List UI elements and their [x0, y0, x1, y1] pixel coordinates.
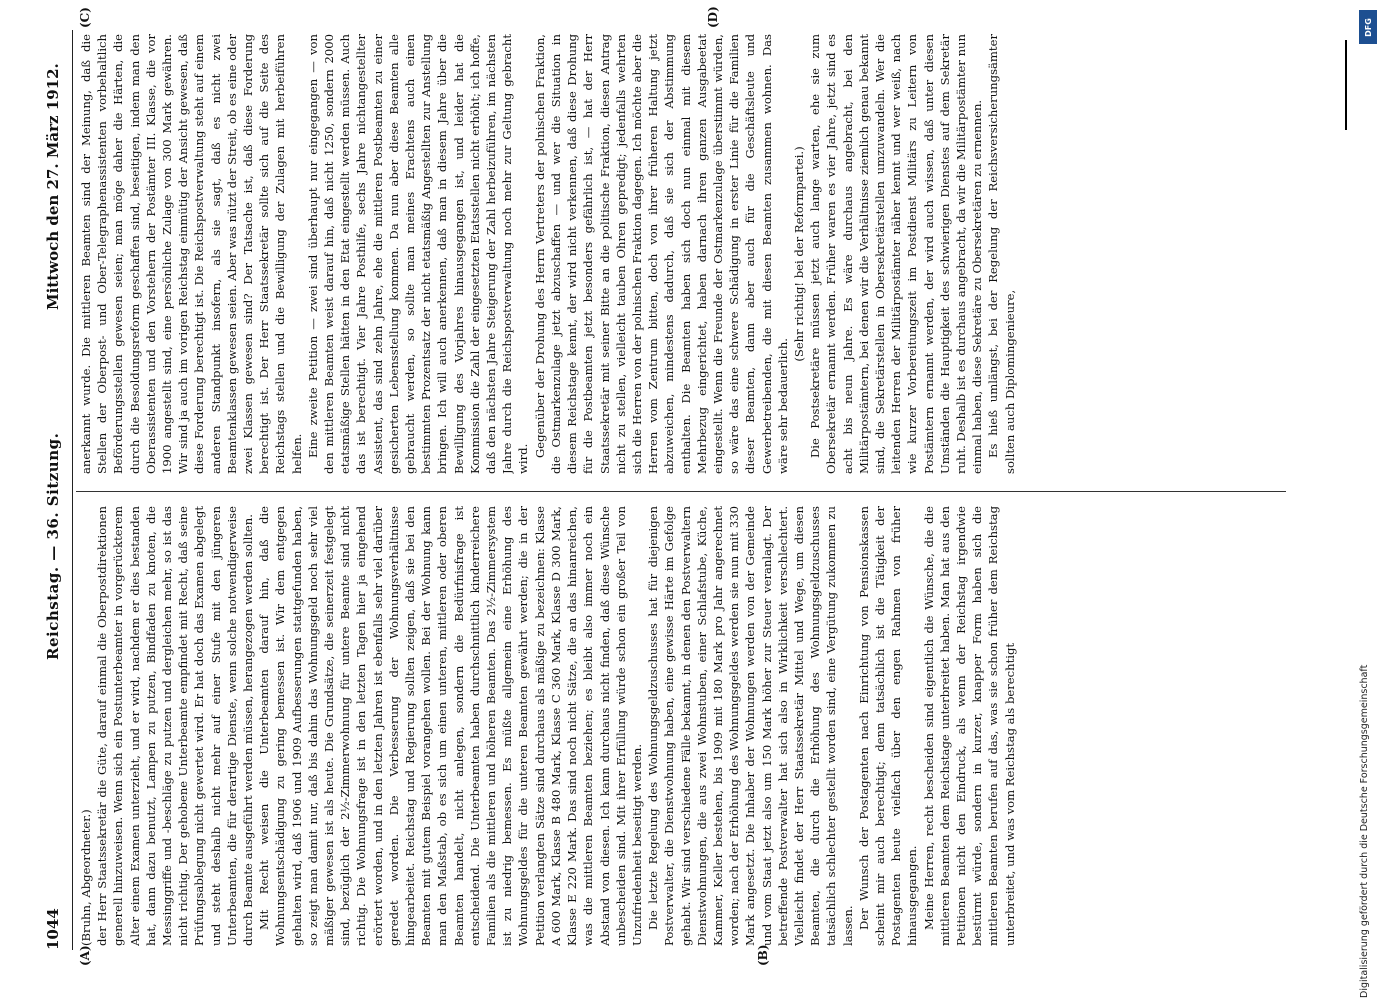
paragraph: Die Postsekretäre müssen jetzt auch lange warten, ehe sie zum Obersekretär ernannt werden. Früher waren es vier Jahre, jetzt sind es acht bis neun Jahre. Es wäre durchaus angebracht, bei den Militärpostämtern, bei denen wir die Verhältnisse ziemlich genau bekannt sind, die Sekretärstellen in Obersekretärstellen umzuwandeln. Wer die leitenden Herren der Militärpostämter näher kennt und wer weiß, nach wie kurzer Vorbereitungszeit im Postdienst Militärs zu Leitern von Postämtern ernannt werden, der wird auch wissen, daß unter diesen Umständen die Hauptigkeit des schwierigen Dienstes auf dem Sekretär ruht. Deshalb ist es durchaus angebracht, da wir die Militärpostämter nun einmal haben, diese Sekretäre zu Obersekretären zu ernennen. [808, 34, 985, 474]
right-column [78, 34, 1298, 474]
running-title: Reichstag. — 36. Sitzung. [44, 432, 62, 660]
speaker-note: (Bruhn, Abgeordneter.) [79, 809, 93, 946]
paragraph: anerkannt wurde. Die mittleren Beamten sind der Meinung, daß die Stellen der Oberpost- und Ober-Telegraphenassistenten vorbehaltlich Beförderungsstellen gewesen seien; man möge daher die Härten, die durch die Besoldungsreform geschaffen sind, beseitigen, indem man den Oberassistenten und den Vorstehern der Postämter III. Klasse, die vor 1900 angestellt sind, eine persönliche Zulage von 300 Mark gewähren. Wir sind ja auch im vorigen Reichstag einmütig der Ansicht gewesen, daß diese Forderung berechtigt ist. Die Reichspostverwaltung steht auf einem anderen Standpunkt insofern, als sie sagt, daß es nicht zwei Beamtenklassen gewesen seien. Aber was nützt der Streit, ob es eine oder zwei Klassen gewesen sind? Der Tatsache ist, daß diese Forderung berechtigt ist. Der Herr Staatssekretär sollte sich auf die Seite des Reichstags stellen und die Bewilligung der Zulagen mit herbeiführen helfen. [79, 34, 304, 474]
column-divider [76, 491, 1286, 492]
digitization-note: Digitalisierung gefördert durch die Deutsche Forschungsgemeinschaft [1359, 664, 1370, 998]
paragraph: Es hieß umlängst, bei der Regelung der Reichsversicherungsämter sollten auch Diplomingenieure, [986, 34, 1017, 474]
margin-marker-c: (C) [78, 7, 92, 28]
dfg-logo: DFG [1359, 10, 1377, 44]
paragraph: Meine Herren, recht bescheiden sind eigentlich die Wünsche, die die mittleren Beamten dem Reichstage unterbreitet haben. Man hat aus den Petitionen nicht den Eindruck, als wenn der Reichstag irgendwie bestürmt würde, sondern in kurzer, knapper Form haben sich die mittleren Beamten berufen auf das, was sie schon früher dem Reichstag unterbreitet, und was vom Reichstag als berechtigt [921, 506, 1017, 946]
digitization-stamp [1357, 10, 1379, 998]
paragraph: Der Wunsch der Postagenten nach Einrichtung von Pensionskassen scheint mir auch berechtigt; denn tatsächlich ist die Tätigkeit der Postagenten heute vielfach über den engen Rahmen von früher hinausgegangen. [856, 506, 920, 946]
header-rule [72, 30, 73, 950]
paragraph: Gegenüber der Drohung des Herrn Vertreters der polnischen Fraktion, die Ostmarkenzulage jetzt abzuschaffen — und wer die Situation in diesem Reichstage kennt, der wird nicht verkennen, daß diese Drohung für die Postbeamten jetzt besonders gefährlich ist, — hat der Herr Staatssekretär mit seiner Bitte an die politische Fraktion, diesen Antrag nicht zu stellen, vielleicht tauben Ohren gepredigt; jedenfalls wehrten sich die Herren von der polnischen Fraktion dagegen. Ich möchte aber die Herren vom Zentrum bitten, doch von ihrer früheren Haltung jetzt abzuweichen, mindestens dadurch, daß sie sich der Abstimmung enthalten. Die Beamten haben sich doch nun einmal mit diesem Mehrbezug eingerichtet, haben darnach ihren ganzen Ausgabeetat eingestellt. Wenn die Freunde der Ostmarkenzulage überstimmt würden, so wäre das eine schwere Schädigung in erster Linie für die Familien dieser Beamten, dann aber auch für die Geschäftsleute und Gewerbetreibenden, die mit diesen Beamten zusammen wohnen. Das wäre sehr bedauerlich. [532, 34, 790, 474]
session-date: Mittwoch den 27. März 1912. [44, 63, 62, 310]
scan-mark [1345, 40, 1347, 130]
left-column [78, 506, 1298, 946]
margin-marker-d: (D) [706, 6, 720, 28]
margin-marker-b: (B) [756, 944, 770, 966]
rotated-document-page [16, 6, 1316, 990]
paragraph: Mit Recht weisen die Unterbeamten darauf hin, daß die Wohnungsentschädigung zu gering bemessen ist. Wir dem entgegen gehalten wird, daß 1906 und 1909 Aufbesserungen stattgefunden haben, so zeigt man damit nur, daß bis dahin das Wohnungsgeld noch sehr viel mäßiger gewesen ist als heute. Die Grundsätze, die seinerzeit festgelegt sind, bezüglich der 2½-Zimmerwohnung für untere Beamte sind nicht richtig. Die Wohnungsfrage ist in den letzten Tagen hier ja eingehend erörtert worden, und in den letzten Jahren ist ebenfalls sehr viel darüber geredet worden. Die Verbesserung der Wohnungsverhältnisse hingearbeitet. Reichstag und Regierung sollten zeigen, daß sie bei den Beamten mit gutem Beispiel vorangehen wollen. Bei der Wohnung kann man den Maßstab, ob es sich um einen unteren, mittleren oder oberen Beamten handelt, nicht anlegen, sondern die Bedürfnisfrage ist entscheidend. Die Unterbeamten haben durchschnittlich kinderreichere Familien als die mittleren und höheren Beamten. Das 2½-Zimmersystem ist zu niedrig bemessen. Es müßte allgemein eine Erhöhung des Wohnungsgeldes für die unteren Beamten gewährt werden; die in der Petition verlangten Sätze sind durchaus als mäßige zu bezeichnen: Klasse A 600 Mark, Klasse B 480 Mark, Klasse C 360 Mark, Klasse D 300 Mark, Klasse E 220 Mark. Das sind noch nicht Sätze, die an das hinanreichen, was die mittleren Beamten beziehen; es bleibt also immer noch ein Abstand von diesen. Ich kann durchaus nicht finden, daß diese Wünsche unbescheiden sind. Mit ihrer Erfüllung würde schon ein großer Teil von Unzufriedenheit beseitigt werden. [257, 506, 644, 946]
paragraph: Eine zweite Petition — zwei sind überhaupt nur eingegangen — von den mittleren Beamten weist darauf hin, daß nicht 1250, sondern 2000 etatsmäßige Stellen hätten in den Etat eingestellt werden müssen. Auch das ist berechtigt. Vier Jahre Posthilfe, sechs Jahre nichtangestellter Assistent, das sind zehn Jahre, ehe die mittleren Postbeamten zu einer gesicherten Lebensstellung kommen. Da nun aber diese Beamten alle gebraucht werden, so sollte man meines Erachtens auch einen bestimmten Prozentsatz der nicht etatsmäßig Angestellten zur Anstellung bringen. Ich will auch anerkennen, daß man in diesem Jahre über die Bewilligung des Vorjahres hinausgegangen ist, und leider hat die Kommission die Zahl der eingesetzten Etatsstellen nicht erhöht; ich hoffe, daß den nächsten Jahre Steigerung der Zahl herbeizuführen, im nächsten Jahre durch die Reichspostverwaltung noch mehr zur Geltung gebracht wird. [305, 34, 531, 474]
paragraph: Die letzte Regelung des Wohnungsgeldzuschusses hat für diejenigen Postverwalter, die Dienstwohnung haben, eine gewisse Härte im Gefolge gehabt. Wir sind verschiedene Fälle bekannt, in denen den Postverwaltern Dienstwohnungen, die aus zwei Wohnstuben, einer Schlafstube, Küche, Kammer, Keller bestehen, bis 1909 mit 180 Mark pro Jahr angerechnet worden; nach der Erhöhung des Wohnungsgeldes werden sie nun mit 330 Mark angesetzt. Die Inhaber der Wohnungen werden von der Gemeinde und vom Staat jetzt also um 150 Mark höher zur Steuer veranlagt. Der betreffende Postverwalter hat sich also in Wirklichkeit verschlechtert. Vielleicht findet der Herr Staatssekretär Mittel und Wege, um diesen Beamten, die durch die Erhöhung des Wohnungsgeldzuschusses tatsächlich schlechter gestellt worden sind, eine Vergütung zukommen zu lassen. [646, 506, 855, 946]
page-header [44, 30, 70, 950]
interjection: (Sehr richtig! bei der Reformpartei.) [791, 146, 806, 362]
page-number: 1044 [44, 908, 62, 950]
paragraph: der Herr Staatssekretär die Güte, darauf einmal die Oberpostdirektionen generell hinzuweisen. Wenn sich ein Postunterbeamter in vorgerückterem Alter einem Examen unterzieht, und er wird, nachdem er dies bestanden hat, dann dazu benutzt, Lampen zu putzen, Bindfaden zu knoten, die Messinggriffe und -beschläge zu putzen und dergleichen mehr, so ist das nicht richtig. Der gehobene Unterbeamte empfindet mit Recht, daß seine Prüfungsablegung nicht gewertet wird. Er hat doch das Examen abgelegt und steht deshalb nicht mehr auf einer Stufe mit den jüngeren Unterbeamten, die für derartige Dienste, wenn solche notwendigerweise durch Beamte ausgeführt werden müssen, herangezogen werden sollten. [95, 506, 256, 946]
margin-marker-a: (A) [78, 945, 92, 966]
